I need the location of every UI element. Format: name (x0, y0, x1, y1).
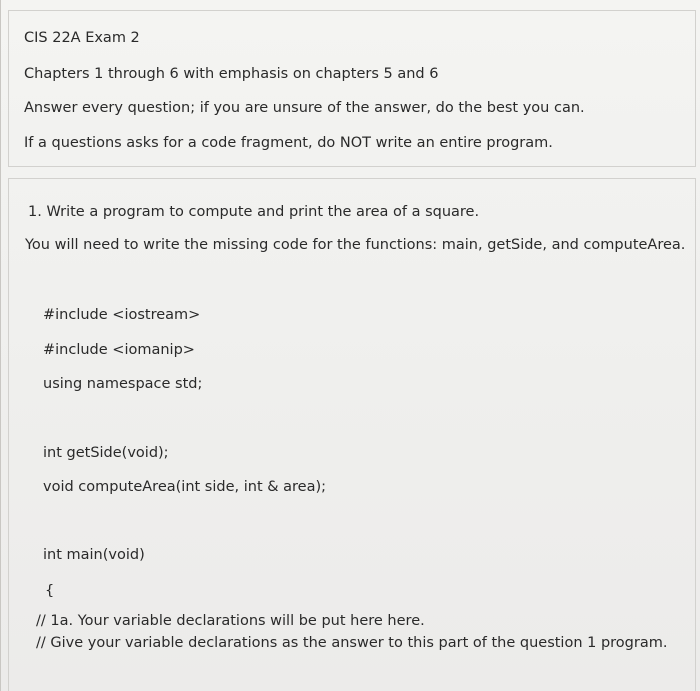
code-prototype-computearea: void computeArea(int side, int & area); (43, 479, 327, 495)
instruction-answer-every-question: Answer every question; if you are unsure of the answer, do the best you can. (24, 100, 585, 116)
code-open-brace: { (45, 583, 55, 599)
code-main-signature: int main(void) (43, 547, 145, 563)
code-comment-answer-instructions: // Give your variable declarations as the answer to this part of the question 1 program. (36, 635, 668, 651)
code-include-iostream: #include <iostream> (43, 307, 201, 323)
code-using-namespace: using namespace std; (43, 376, 203, 392)
code-comment-variable-declarations: // 1a. Your variable declarations will be put here here. (36, 613, 425, 629)
question-1-detail: You will need to write the missing code for the functions: main, getSide, and computeArea. (25, 237, 686, 253)
instruction-code-fragment: If a questions asks for a code fragment, do NOT write an entire program. (24, 135, 553, 151)
exam-title: CIS 22A Exam 2 (24, 30, 140, 46)
code-prototype-getside: int getSide(void); (43, 445, 169, 461)
question-1-prompt: 1. Write a program to compute and print the area of a square. (28, 204, 480, 220)
chapters-text: Chapters 1 through 6 with emphasis on chapters 5 and 6 (24, 66, 439, 82)
code-include-iomanip: #include <iomanip> (43, 342, 195, 358)
